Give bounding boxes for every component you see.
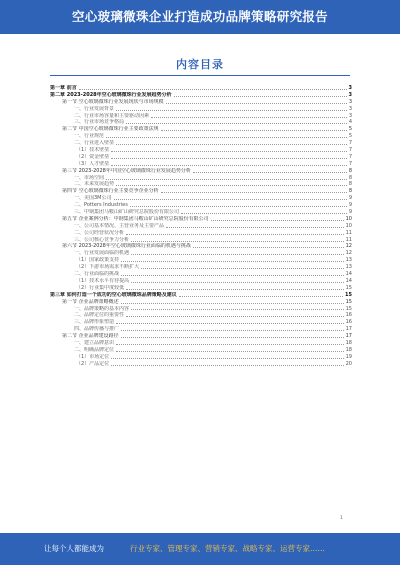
toc-dot-leader [116,344,344,345]
toc-entry-page: 19 [345,353,352,360]
toc-dot-leader [126,289,343,290]
toc-dot-leader [126,123,347,124]
toc-dot-leader [111,151,347,152]
toc-entry-label: 一、美国3M公司 [74,195,112,202]
toc-dot-leader [116,144,347,145]
toc-entry-label: 一、品牌策略的基本内容 [74,305,130,312]
report-footer-bar [0,533,400,565]
toc-entry-page: 8 [348,174,352,181]
toc-dot-leader [131,241,344,242]
toc-entry-page: 15 [345,305,352,312]
toc-entry-label: 二、行业市场容量和主要驱动因素 [74,112,150,119]
toc-entry-label: （3）人才壁垒 [76,160,110,167]
toc-entry[interactable] [50,140,352,147]
toc-dot-leader [131,254,344,255]
toc-entry[interactable] [50,340,352,347]
toc-entry-page: 14 [345,271,352,278]
toc-dot-leader [121,330,344,331]
toc-entry-page: 7 [348,160,352,167]
toc-entry-page: 12 [345,250,352,257]
toc-entry[interactable] [50,312,352,319]
toc-entry[interactable] [50,333,352,340]
toc-dot-leader [131,309,344,310]
toc-heading: 内容目录 [176,58,224,71]
toc-entry-page: 15 [345,284,352,291]
toc-entry[interactable] [50,326,352,333]
toc-entry-label: 二、公司经营状况分析 [74,229,125,236]
toc-entry[interactable] [50,230,352,237]
toc-entry-page: 10 [345,222,352,229]
toc-dot-leader [121,303,344,304]
toc-entry[interactable] [50,319,352,326]
toc-dot-leader [130,206,347,207]
toc-entry[interactable] [50,188,352,195]
toc-entry[interactable] [50,175,352,182]
toc-entry-page: 7 [348,147,352,154]
toc-entry-page: 13 [345,257,352,264]
toc-dot-leader [121,337,344,338]
toc-entry-label: 一、行业发展背景 [74,105,115,112]
toc-entry-label: 三、公司核心竞争力分析 [74,236,130,243]
toc-dot-leader [121,275,344,276]
toc-entry-page: 13 [345,264,352,271]
toc-entry-page: 11 [345,236,352,243]
toc-entry[interactable] [50,113,352,120]
toc-dot-leader [181,213,347,214]
toc-dot-leader [79,89,347,90]
toc-entry-label: 一、市场空间 [74,174,105,181]
toc-entry-page: 14 [345,277,352,284]
toc-entry[interactable] [50,161,352,168]
page-number: 1 [340,516,343,521]
toc-entry-label: 第一章 前言 [50,85,77,91]
toc-entry-page: 9 [348,195,352,202]
toc-entry[interactable] [50,181,352,188]
toc-entry-page: 17 [345,333,352,340]
toc-dot-leader [166,103,347,104]
toc-dot-leader [116,185,347,186]
toc-dot-leader [111,165,347,166]
toc-entry[interactable] [50,271,352,278]
toc-entry-label: 第二章 2023-2028年空心玻璃微珠行业发展趋势分析 [50,91,172,98]
toc-entry-label: 三、中钢集团马鞍山矿山研究总院股份有限公司 [74,209,180,216]
toc-dot-leader [114,199,347,200]
toc-dot-leader [116,110,347,111]
toc-entry[interactable] [50,85,352,92]
toc-entry-label: 一、行业规范 [74,133,105,140]
toc-entry-label: （1）技术水平有待提高 [76,277,130,284]
toc-entry-label: （2）资金壁垒 [76,153,110,160]
toc-entry-page: 7 [348,140,352,147]
report-title: 空心玻璃微珠企业打造成功品牌策略研究报告 [71,9,328,24]
toc-entry[interactable] [50,147,352,154]
toc-dot-leader [111,365,343,366]
toc-entry-page: 16 [345,319,352,326]
toc-dot-leader [151,117,347,118]
toc-entry-label: 第六节 2023-2028年空心玻璃微珠行业面临的机遇与挑战 [62,243,191,250]
toc-entry-label: 一、建立品牌意识 [74,339,115,346]
toc-entry[interactable] [50,306,352,313]
toc-dot-leader [193,172,347,173]
toc-entry-page: 3 [348,112,352,119]
toc-entry[interactable] [50,202,352,209]
toc-entry-label: 第三章 如何打造一个成功的空心玻璃微珠品牌策略及建议 [50,291,177,298]
toc-dot-leader [111,358,343,359]
toc-entry-label: 第二节 企业品牌建设路径 [62,333,119,340]
toc-entry[interactable] [50,133,352,140]
toc-entry-page: 9 [348,209,352,216]
toc-entry-label: 第一节 空心玻璃微珠行业发展现状与市场规模 [62,98,164,105]
toc-entry[interactable] [50,216,352,223]
toc-entry-label: （1）市场定位 [76,353,110,360]
toc-dot-leader [106,137,347,138]
toc-entry[interactable] [50,292,352,299]
toc-entry[interactable] [50,361,352,368]
toc-dot-leader [161,192,347,193]
toc-entry-label: 第三节 2023-2028年中国空心玻璃微珠行业发展趋势分析 [62,167,191,174]
toc-entry[interactable] [50,354,352,361]
toc-entry-page: 3 [348,85,352,91]
toc-dot-leader [121,261,343,262]
toc-entry-label: 二、明确品牌定位 [74,346,115,353]
toc-dot-leader [116,351,344,352]
toc-dot-leader [179,296,343,297]
toc-dot-leader [106,179,347,180]
toc-entry-label: 二、行业进入壁垒 [74,140,115,147]
toc-entry[interactable] [50,209,352,216]
toc-entry-page: 3 [348,105,352,112]
toc-dot-leader [161,130,347,131]
toc-entry-label: 第四节 空心玻璃微珠行业主要竞争企业分析 [62,188,159,195]
footer-roles: 行业专家、管理专家、营销专家、战略专家、运营专家…… [130,544,325,553]
toc-entry-page: 17 [345,326,352,333]
toc-entry-label: （2）下游市场需求不断扩大 [76,264,140,271]
toc-entry[interactable] [50,154,352,161]
toc-entry-page: 7 [348,153,352,160]
toc-entry-label: 四、品牌传播与推广 [74,326,120,333]
toc-entry-page: 20 [345,360,352,367]
footer-slogan: 让每个人都能成为 [44,544,104,553]
toc-entry-label: 二、Potters Industries [74,202,128,209]
toc-dot-leader [111,158,347,159]
toc-dot-leader [193,247,344,248]
toc-entry-page: 4 [348,119,352,126]
toc-entry[interactable] [50,99,352,106]
toc-entry[interactable] [50,168,352,175]
toc-entry-label: 二、品牌定位的重要性 [74,312,125,319]
report-header-bar [0,0,400,34]
toc-entry-label: （2）行业集中度较低 [76,284,125,291]
toc-entry-label: 三、行业市场竞争格局 [74,119,125,126]
toc-entry-page: 11 [345,229,352,236]
toc-entry[interactable] [50,250,352,257]
toc-dot-leader [141,268,343,269]
toc-entry-label: 二、未来发展趋势 [74,181,115,188]
toc-entry[interactable] [50,223,352,230]
toc-dot-leader [174,96,347,97]
toc-entry-page: 16 [345,312,352,319]
toc-entry[interactable] [50,106,352,113]
toc-entry-page: 15 [345,298,352,305]
toc-dot-leader [131,282,343,283]
toc-entry-page: 9 [348,202,352,209]
toc-entry-label: 一、公司基本情况、主营业务及主要产品 [74,222,165,229]
toc-entry[interactable] [50,119,352,126]
toc-entry-label: 一、行业发展面临的机遇 [74,250,130,257]
toc-entry-label: （1）技术壁垒 [76,147,110,154]
toc-entry-label: （1）国家政策支持 [76,257,120,264]
toc-entry[interactable] [50,257,352,264]
toc-entry-page: 8 [348,167,352,174]
toc-entry[interactable] [50,243,352,250]
toc-entry-label: 第一节 企业品牌策略概述 [62,298,119,305]
toc-entry-page: 18 [345,346,352,353]
toc-entry-label: 二、行业面临的挑战 [74,271,120,278]
toc-entry-page: 15 [345,291,352,298]
toc-entry-label: 第五节 企业案例分析：中钢集团马鞍山矿山研究总院股份有限公司 [62,215,209,222]
toc-entry-page: 5 [348,126,352,133]
toc-entry[interactable] [50,237,352,244]
toc-entry-label: 第二节 中国空心玻璃微珠行业主要政策法规 [62,126,159,133]
toc-entry-label: （2）产品定位 [76,360,110,367]
toc-entry-page: 10 [345,215,352,222]
toc-heading-divider [50,75,350,76]
toc-entry[interactable] [50,264,352,271]
toc-entry-label: 三、品牌形象塑造 [74,319,115,326]
toc-entry-page: 8 [348,181,352,188]
toc-dot-leader [211,220,344,221]
toc-entry[interactable] [50,347,352,354]
toc-entry[interactable] [50,92,352,99]
toc-dot-leader [126,316,344,317]
toc-entry[interactable] [50,126,352,133]
toc-dot-leader [126,234,344,235]
toc-entry-page: 8 [348,188,352,195]
toc-entry[interactable] [50,278,352,285]
table-of-contents [50,85,352,368]
toc-dot-leader [116,323,344,324]
toc-entry[interactable] [50,285,352,292]
toc-entry-page: 5 [348,133,352,140]
toc-entry-page: 12 [345,243,352,250]
toc-entry-page: 3 [348,98,352,105]
toc-entry[interactable] [50,195,352,202]
toc-entry-page: 18 [345,339,352,346]
toc-entry-page: 3 [348,91,352,98]
toc-dot-leader [166,227,344,228]
toc-entry[interactable] [50,299,352,306]
